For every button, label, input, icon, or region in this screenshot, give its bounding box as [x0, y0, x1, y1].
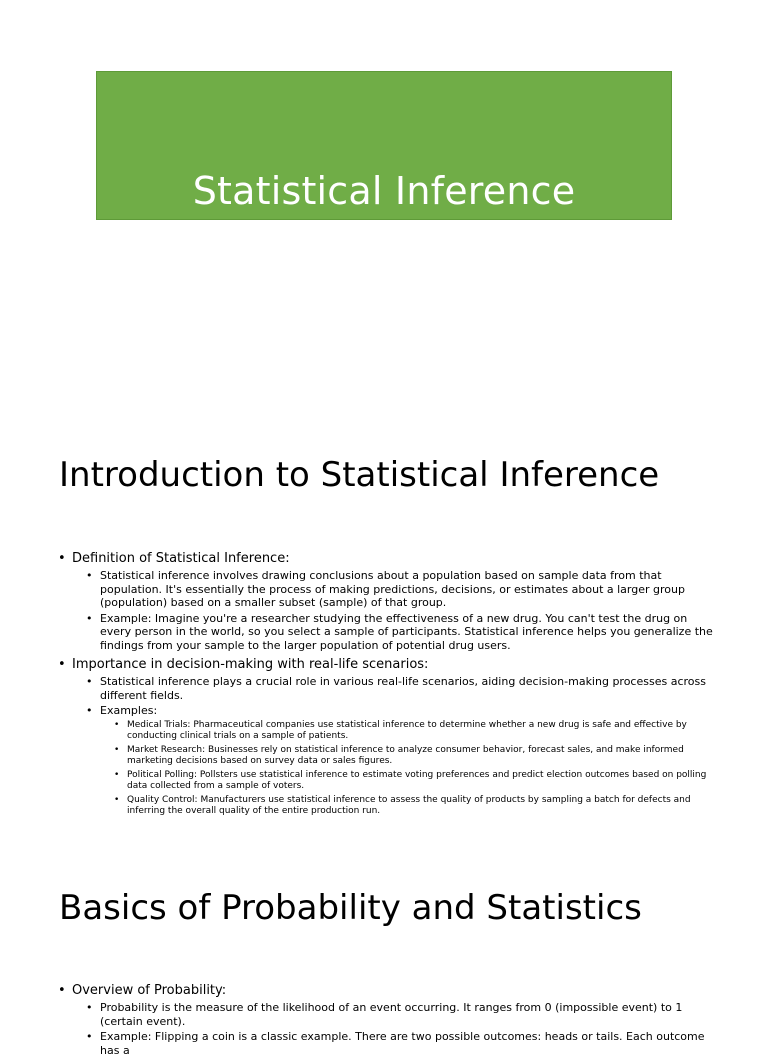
slide-heading-basics: Basics of Probability and Statistics [59, 888, 642, 928]
basics-bullet-list [58, 978, 718, 1057]
bullet-text: Quality Control: Manufacturers use statistical inference to assess the quality of products by sampling a batch for defects and inferring the overall quality of the entire production run. [127, 794, 691, 816]
list-item [86, 704, 718, 818]
bullet-text: Overview of Probability: [72, 983, 227, 998]
bullet-text: Statistical inference involves drawing conclusions about a population based on sample data from that population. It's essentially the process of making predictions, decisions, or estimates about a larger group (population) based on a smaller subset (sample) of that group. [100, 569, 685, 609]
bullet-text: Examples: [100, 704, 158, 717]
list-item [58, 657, 718, 818]
list-item [58, 551, 718, 652]
bullet-text: Market Research: Businesses rely on statistical inference to analyze consumer behavior, forecast sales, and make informed marketing decisions based on survey data or sales figures. [127, 744, 684, 766]
introduction-bullet-list [58, 546, 718, 818]
bullet-text: Definition of Statistical Inference: [72, 551, 290, 566]
list-item [86, 612, 718, 653]
slide-title: Statistical Inference [192, 169, 576, 213]
title-slide-banner [96, 71, 672, 220]
sub-bullet-list [72, 1001, 718, 1057]
bullet-text: Political Polling: Pollsters use statistical inference to estimate voting preferences and predict election outcomes based on polling data collected from a sample of voters. [127, 769, 707, 791]
list-item [114, 720, 718, 743]
list-item [114, 795, 718, 818]
list-item [114, 770, 718, 793]
slide-heading-introduction: Introduction to Statistical Inference [59, 455, 660, 495]
bullet-text: Probability is the measure of the likelihood of an event occurring. It ranges from 0 (impossible event) to 1 (certain event). [100, 1001, 683, 1028]
bullet-text: Statistical inference plays a crucial role in various real-life scenarios, aiding decision-making processes across different fields. [100, 675, 706, 702]
bullet-text: Medical Trials: Pharmaceutical companies use statistical inference to determine whether a new drug is safe and effective by conducting clinical trials on a sample of patients. [127, 719, 687, 741]
sub-bullet-list [72, 675, 718, 818]
bullet-text: Importance in decision-making with real-life scenarios: [72, 657, 429, 672]
list-item [86, 675, 718, 702]
bullet-text: Example: Flipping a coin is a classic example. There are two possible outcomes: heads or tails. Each outcome has a [100, 1030, 705, 1057]
bullet-text: Example: Imagine you're a researcher studying the effectiveness of a new drug. You can't test the drug on every person in the world, so you select a sample of participants. Statistical inference helps you generalize the findings from your sample to the larger population of potential drug users. [100, 611, 713, 652]
sub-bullet-list [72, 569, 718, 652]
list-item [86, 569, 718, 610]
list-item [58, 983, 718, 1057]
list-item [86, 1030, 718, 1057]
list-item [114, 745, 718, 768]
example-list [100, 720, 718, 818]
